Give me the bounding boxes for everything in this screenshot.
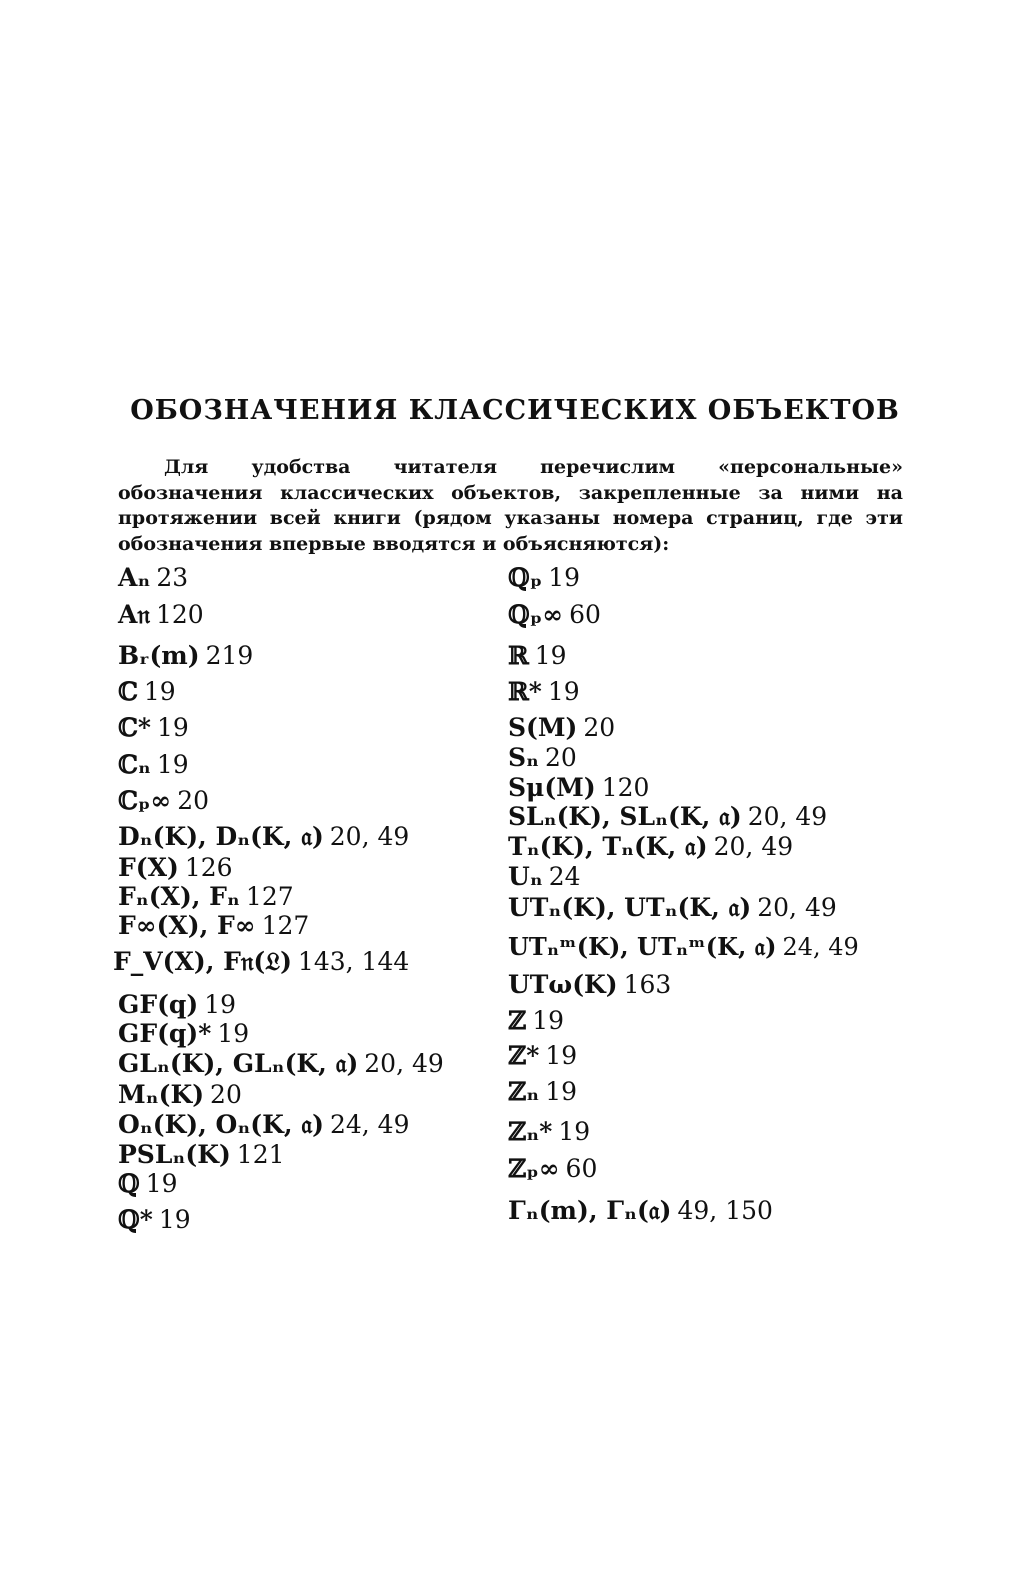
notation-symbol: PSLₙ(K) [118,1140,231,1169]
notation-pages: 24, 49 [329,1110,410,1139]
notation-entry [508,641,567,671]
notation-symbol: ℚₚ [508,563,543,592]
notation-entry [118,990,236,1020]
notation-symbol: Fₙ(X), Fₙ [118,882,240,911]
notation-entry [118,677,176,707]
notation-entry [508,893,837,923]
notation-entry [508,932,859,962]
notation-entry [118,713,189,743]
notation-entry [118,641,253,671]
notation-symbol: Bᵣ(m) [118,641,200,670]
notation-entry [118,853,233,883]
notation-entry [118,822,409,852]
notation-entry [118,1080,242,1110]
notation-pages: 127 [245,882,294,911]
notation-symbol: S(M) [508,713,578,742]
notation-pages: 60 [565,1154,598,1183]
notation-symbol: ℂₚ∞ [118,786,172,815]
notation-pages: 23 [156,563,189,592]
notation-pages: 127 [261,911,310,940]
notation-symbol: Mₙ(K) [118,1080,205,1109]
notation-entry [508,713,615,743]
notation-symbol: Oₙ(K), Oₙ(K, 𝔞) [118,1110,324,1139]
notation-symbol: Sₙ [508,743,540,772]
notation-pages: 19 [558,1117,591,1146]
notation-pages: 19 [534,641,567,670]
notation-symbol: Γₙ(m), Γₙ(𝔞) [508,1196,672,1225]
notation-symbol: F∞(X), F∞ [118,911,256,940]
notation-symbol: ℤₙ [508,1077,540,1106]
notation-pages: 120 [155,600,204,629]
notation-entry [118,1019,249,1049]
notation-symbol: F(X) [118,853,179,882]
notation-symbol: F_V(X), F𝔫(𝔏) [113,947,292,976]
notation-symbol: ℝ* [508,677,542,706]
notation-pages: 219 [205,641,254,670]
notation-symbol: Sμ(M) [508,773,596,802]
notation-pages: 20 [210,1080,242,1109]
notation-symbol: ℂₙ [118,750,151,779]
notation-pages: 24, 49 [782,933,859,961]
notation-pages: 19 [204,990,237,1019]
notation-symbol: UTω(K) [508,970,618,999]
notation-symbol: A𝔫 [118,600,150,629]
page-title: ОБОЗНАЧЕНИЯ КЛАССИЧЕСКИХ ОБЪЕКТОВ [130,395,900,426]
notation-symbol: SLₙ(K), SLₙ(K, 𝔞) [508,802,742,831]
notation-entry [508,743,577,773]
notation-pages: 121 [236,1140,285,1169]
notation-pages: 120 [601,773,650,802]
notation-pages: 20 [583,713,616,742]
notation-pages: 20 [545,743,577,772]
notation-pages: 19 [143,677,176,706]
notation-pages: 19 [545,1077,578,1106]
notation-pages: 163 [623,970,672,999]
notation-entry [118,563,188,593]
notation-pages: 19 [532,1006,565,1035]
notation-entry [118,750,189,780]
notation-entry [118,1169,178,1199]
notation-entry [508,563,580,593]
notation-pages: 20, 49 [713,832,794,861]
notation-entry [118,911,309,941]
notation-symbol: ℤ [508,1006,527,1035]
notation-symbol: ℂ [118,677,138,706]
notation-entry [118,1110,410,1140]
notation-entry [508,970,671,1000]
notation-symbol: ℤₙ* [508,1117,553,1146]
notation-symbol: ℤₚ∞ [508,1154,560,1183]
notation-pages: 19 [547,677,580,706]
notation-symbol: ℝ [508,641,529,670]
notation-entry [508,832,793,862]
notation-pages: 126 [184,853,233,882]
notation-pages: 143, 144 [297,947,410,976]
notation-pages: 19 [156,713,189,742]
notation-pages: 20 [177,786,209,815]
notation-entry [113,947,409,977]
notation-entry [118,882,294,912]
notation-pages: 19 [548,563,581,592]
notation-entry [508,773,649,803]
notation-pages: 20, 49 [364,1049,444,1078]
notation-entry [508,1196,773,1226]
notation-pages: 19 [145,1169,178,1198]
notation-symbol: UTₙᵐ(K), UTₙᵐ(K, 𝔞) [508,932,777,961]
notation-entry [508,862,581,892]
notation-entry [508,802,827,832]
notation-symbol: ℚ [118,1169,140,1198]
notation-symbol: Tₙ(K), Tₙ(K, 𝔞) [508,832,708,861]
intro-paragraph: Для удобства читателя перечислим «персональные» обозначения классических объектов, закрепленные за ними на протяжении всей книги (рядом указаны номера страниц, где эти обозначения впервые вводятся и объясняются): [118,456,903,555]
notation-entry [508,1117,590,1147]
notation-symbol: Dₙ(K), Dₙ(K, 𝔞) [118,822,324,851]
notation-entry [508,1077,577,1107]
notation-entry [508,677,580,707]
notation-pages: 20, 49 [747,802,828,831]
notation-entry [508,1041,577,1071]
notation-symbol: GLₙ(K), GLₙ(K, 𝔞) [118,1049,359,1078]
notation-pages: 19 [158,1205,191,1234]
notation-entry [508,1006,564,1036]
notation-symbol: ℂ* [118,713,151,742]
notation-entry [118,1140,285,1170]
notation-entry [118,1049,444,1079]
notation-pages: 20, 49 [329,822,410,851]
notation-pages: 24 [548,862,581,891]
notation-symbol: ℚ* [118,1205,153,1234]
notation-pages: 19 [156,750,189,779]
notation-pages: 20, 49 [757,893,837,922]
notation-symbol: UTₙ(K), UTₙ(K, 𝔞) [508,893,752,922]
notation-entry [118,1205,191,1235]
notation-symbol: ℚₚ∞ [508,600,564,629]
notation-entry [118,600,204,630]
notation-entry [508,1154,597,1184]
notation-symbol: ℤ* [508,1041,540,1070]
notation-entry [118,786,209,816]
notation-pages: 49, 150 [677,1196,773,1225]
notation-pages: 19 [217,1019,250,1048]
notation-entry [508,600,601,630]
notation-symbol: Aₙ [118,563,151,592]
notation-symbol: GF(q) [118,990,199,1019]
notation-symbol: Uₙ [508,862,543,891]
notation-pages: 19 [545,1041,578,1070]
notation-symbol: GF(q)* [118,1019,212,1048]
notation-pages: 60 [569,600,601,629]
